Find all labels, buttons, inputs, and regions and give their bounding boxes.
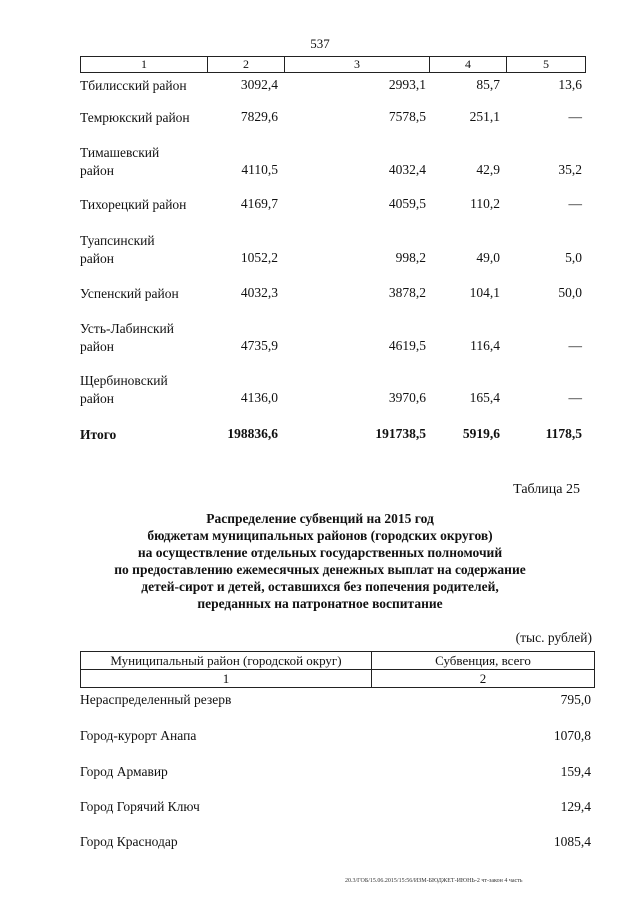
district-name: Темрюкский район: [80, 110, 190, 125]
header-num-2: 2: [479, 671, 487, 686]
header-subvention: Субвенция, всего: [435, 653, 531, 668]
cell-col5: —: [568, 196, 582, 211]
cell-col4: 42,9: [476, 162, 500, 177]
subvention-value: 159,4: [560, 764, 591, 779]
document-footer: 20.3/ГОБ/15.06.2015/15:56/ИЗМ-БЮДЖЕТ-ИЮНЬ-2 чт-закон 4 часть: [345, 878, 523, 884]
table1-header-col-1: 1: [81, 57, 208, 72]
cell-col3: 3878,2: [388, 285, 426, 300]
cell-col2: 3092,4: [240, 77, 278, 92]
cell-col3: 998,2: [395, 250, 426, 265]
cell-col2: 4136,0: [240, 390, 278, 405]
district-name: Город Горячий Ключ: [80, 799, 200, 814]
title-line: бюджетам муниципальных районов (городских округов): [147, 528, 493, 543]
cell-col2: 4169,7: [240, 196, 278, 211]
cell-col2: 4735,9: [240, 338, 278, 353]
table1-header: [80, 56, 586, 73]
table-number: Таблица 25: [513, 482, 580, 497]
cell-col4: 165,4: [469, 390, 500, 405]
district-name: Тихорецкий район: [80, 197, 187, 212]
total-col5: 1178,5: [545, 426, 582, 441]
total-label: Итого: [80, 427, 117, 442]
district-name: Город Краснодар: [80, 834, 178, 849]
total-col3: 191738,5: [375, 426, 426, 441]
units-label: (тыс. рублей): [515, 630, 592, 645]
subvention-value: 795,0: [560, 692, 591, 707]
cell-col5: —: [568, 109, 582, 124]
table1-header-col-2: 2: [208, 57, 285, 72]
page-number: 537: [310, 36, 330, 51]
title-line: на осуществление отдельных государственных полномочий: [137, 545, 503, 560]
cell-col5: 13,6: [558, 77, 582, 92]
cell-col3: 7578,5: [388, 109, 426, 124]
cell-col3: 3970,6: [388, 390, 426, 405]
cell-col3: 4619,5: [388, 338, 426, 353]
district-name: Тимашевский район: [80, 145, 160, 178]
cell-col3: 2993,1: [388, 77, 426, 92]
cell-col4: 251,1: [469, 109, 500, 124]
title-line: переданных на патронатное воспитание: [197, 596, 443, 611]
table1-header-col-3: 3: [285, 57, 430, 72]
district-name: Усть-Лабинский район: [80, 321, 174, 354]
subvention-value: 1085,4: [553, 834, 591, 849]
header-district: Муниципальный район (городской округ): [81, 652, 372, 669]
district-name: Тбилисский район: [80, 78, 187, 93]
table2-header: [80, 651, 595, 688]
total-col4: 5919,6: [462, 426, 500, 441]
table-title: [60, 510, 580, 612]
cell-col4: 85,7: [476, 77, 500, 92]
cell-col5: 50,0: [558, 285, 582, 300]
cell-col2: 7829,6: [240, 109, 278, 124]
cell-col3: 4032,4: [388, 162, 426, 177]
cell-col5: —: [568, 338, 582, 353]
cell-col5: 5,0: [565, 250, 582, 265]
cell-col4: 110,2: [470, 196, 500, 211]
cell-col5: —: [568, 390, 582, 405]
district-name: Успенский район: [80, 286, 179, 301]
district-name: Город-курорт Анапа: [80, 728, 197, 743]
district-name: Туапсинский район: [80, 233, 155, 266]
cell-col4: 116,4: [470, 338, 500, 353]
table1-header-col-5: 5: [543, 57, 549, 71]
subvention-value: 129,4: [560, 799, 591, 814]
header-num-1: 1: [81, 670, 372, 687]
district-name: Щербиновский район: [80, 373, 168, 406]
title-line: детей-сирот и детей, оставшихся без попечения родителей,: [141, 579, 499, 594]
cell-col4: 104,1: [469, 285, 500, 300]
cell-col2: 4032,3: [240, 285, 278, 300]
district-name: Нераспределенный резерв: [80, 692, 232, 707]
total-col2: 198836,6: [227, 426, 278, 441]
district-name: Город Армавир: [80, 764, 168, 779]
cell-col5: 35,2: [558, 162, 582, 177]
title-line: Распределение субвенций на 2015 год: [206, 511, 434, 526]
subvention-value: 1070,8: [553, 728, 591, 743]
cell-col4: 49,0: [476, 250, 500, 265]
table1-header-col-4: 4: [430, 57, 507, 72]
title-line: по предоставлению ежемесячных денежных выплат на содержание: [114, 562, 526, 577]
cell-col3: 4059,5: [388, 196, 426, 211]
cell-col2: 1052,2: [240, 250, 278, 265]
cell-col2: 4110,5: [241, 162, 278, 177]
